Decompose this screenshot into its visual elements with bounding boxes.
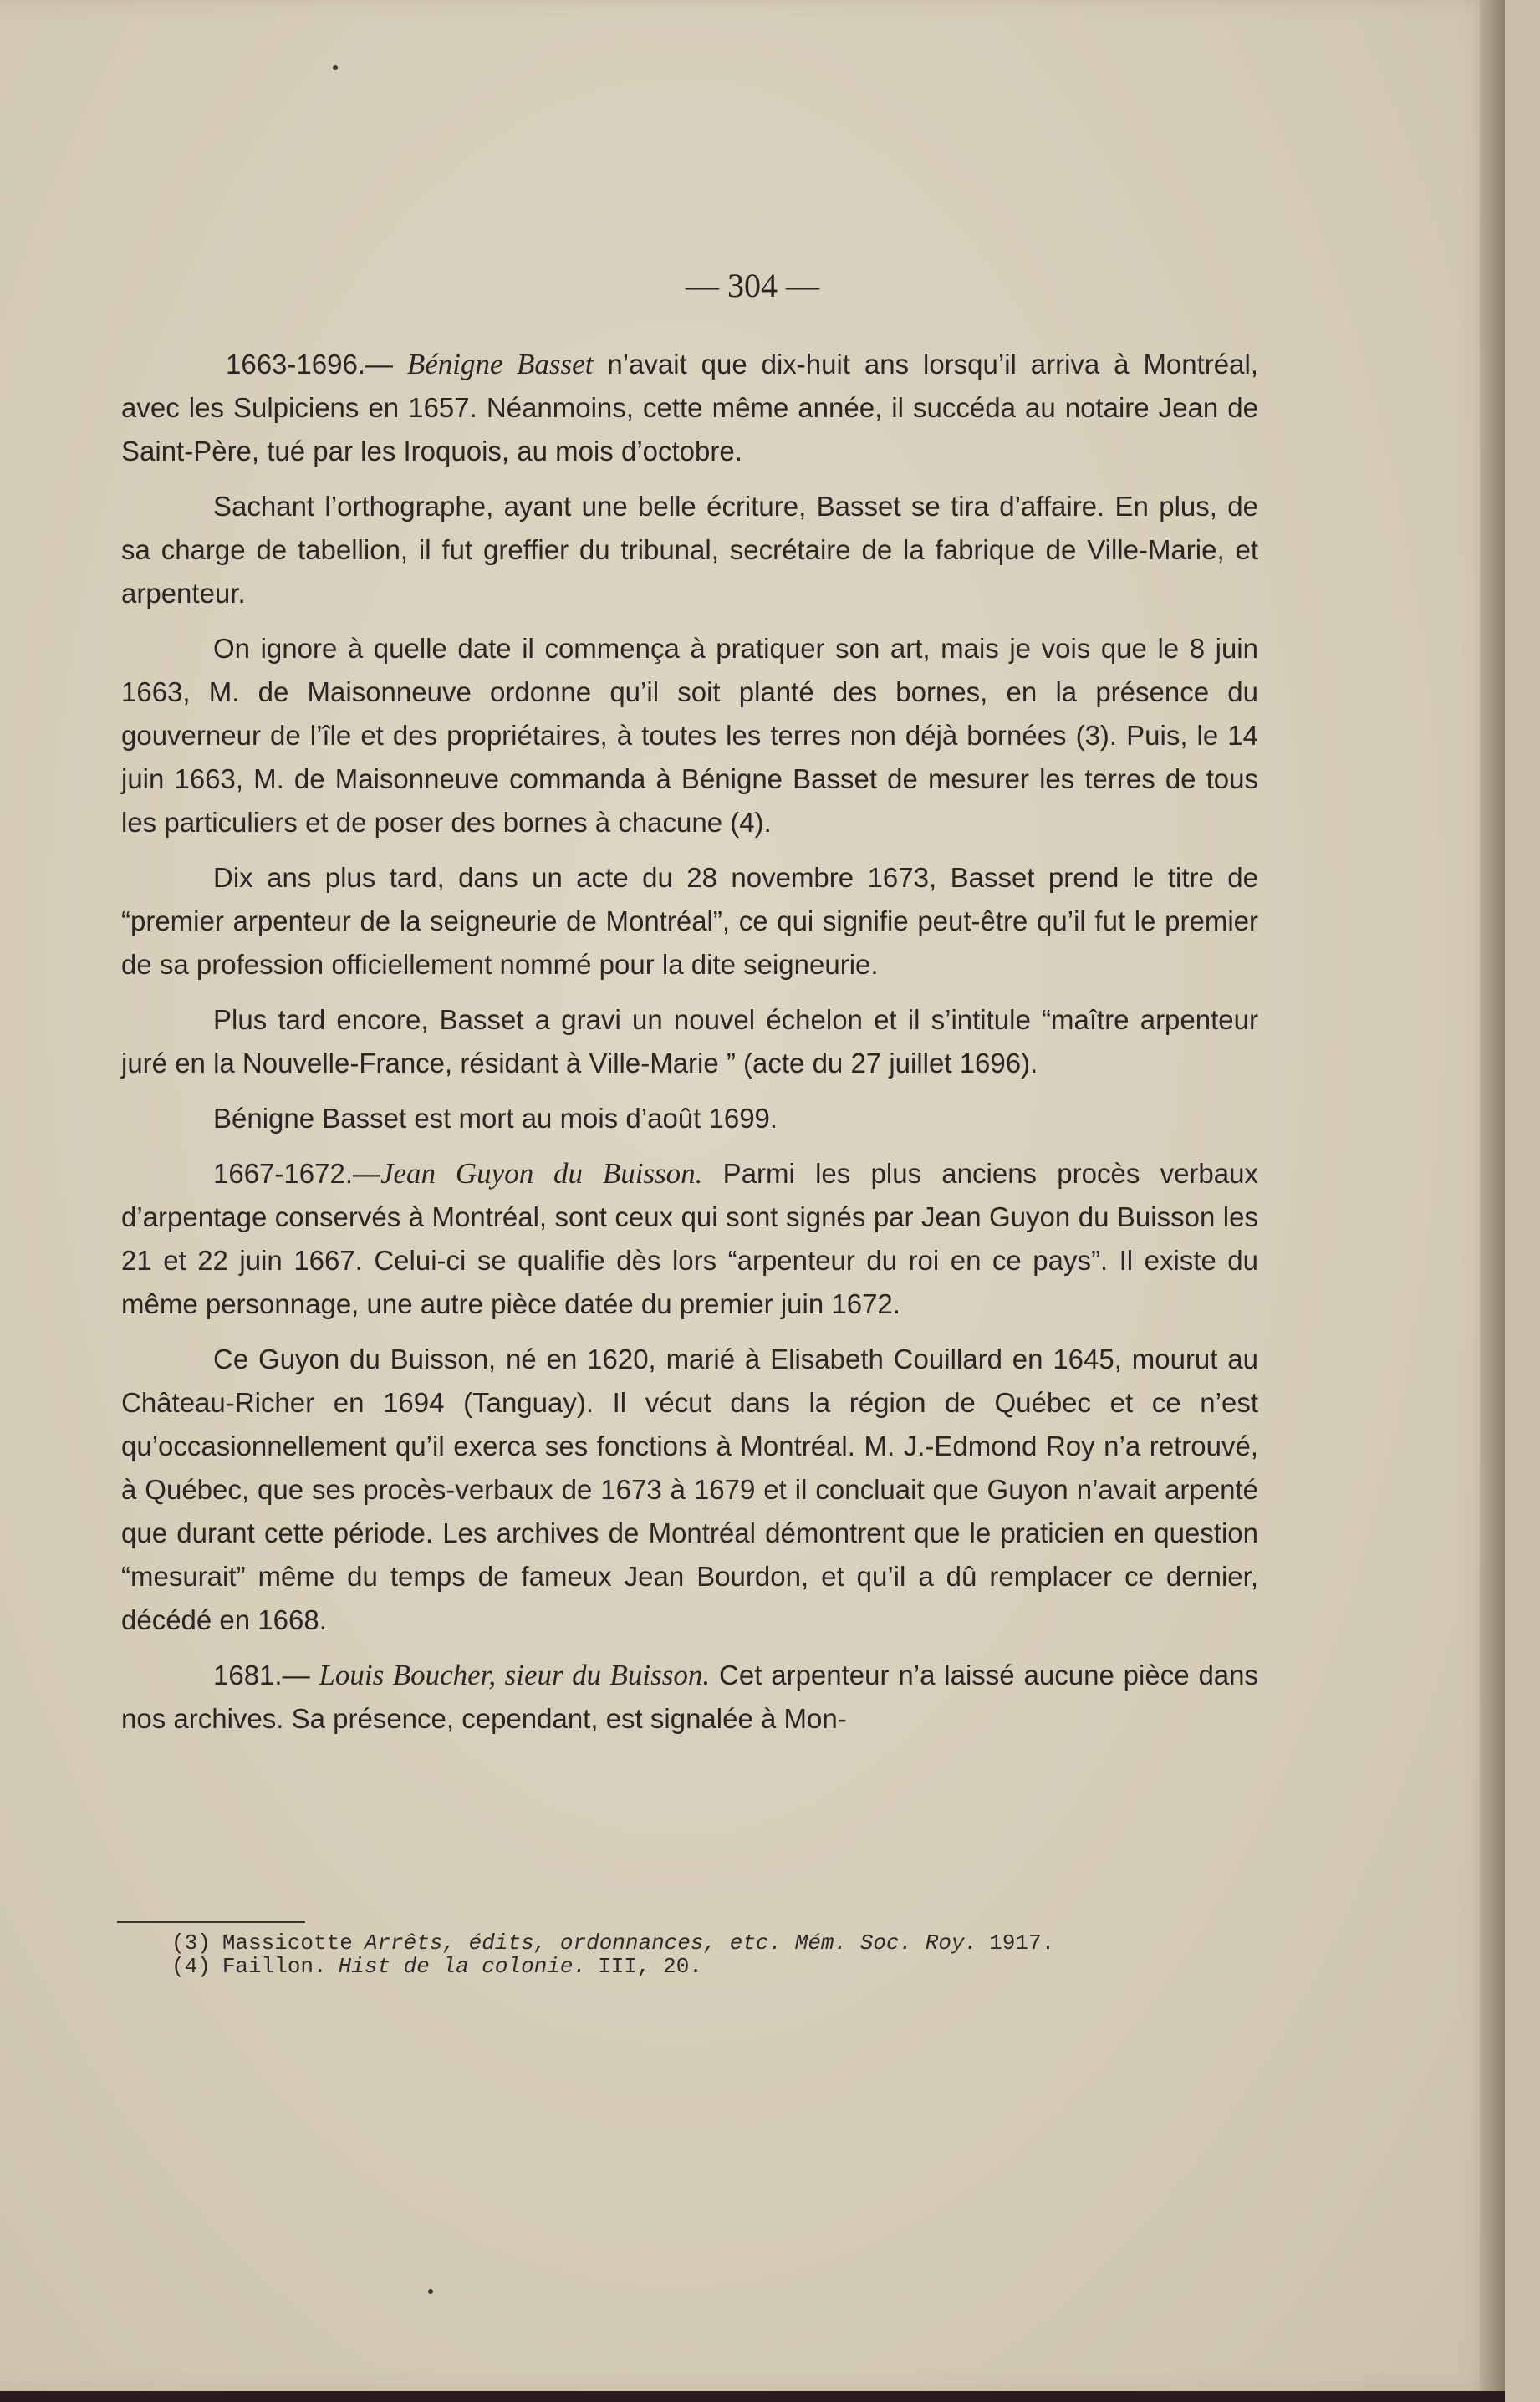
footnote-author: Faillon. bbox=[222, 1954, 327, 1979]
paragraph-text: Sachant l’orthographe, ayant une belle écriture, Basset se tira d’affaire. En plus, de sa charge de tabellion, il fut greffier du tribunal, secrétaire de la fabrique de Ville-Marie, et arpenteur. bbox=[121, 491, 1258, 609]
paragraph-text: Dix ans plus tard, dans un acte du 28 novembre 1673, Basset prend le titre de “premier arpenteur de la seigneurie de Montréal”, ce qui signifie peut-être qu’il fut le premier de sa profession officiellement nommé pour la dite seigneurie. bbox=[121, 862, 1258, 980]
paragraph-text: Ce Guyon du Buisson, né en 1620, marié à Elisabeth Couillard en 1645, mourut au Château-Richer en 1694 (Tanguay). Il vécut dans la région de Québec et ce n’est qu’occasionnellement qu’il exerca ses fonctions à Montréal. M. J.-Edmond Roy n’a retrouvé, à Québec, que ses procès-verbaux de 1673 à 1679 et il concluait que Guyon n’avait arpenté que durant cette période. Les archives de Montréal démontrent que le praticien en question “mesurait” même du temps de fameux Jean Bourdon, et qu’il a dû remplacer ce dernier, décédé en 1668. bbox=[121, 1344, 1258, 1635]
body-text bbox=[121, 343, 1258, 1752]
footnote-number: (3) bbox=[171, 1930, 211, 1956]
surveyor-name: Jean Guyon du Buisson. bbox=[380, 1157, 703, 1190]
footnote bbox=[171, 1955, 1175, 1978]
footnote bbox=[171, 1931, 1175, 1955]
footnote-title: Hist de la colonie. bbox=[338, 1954, 587, 1979]
paragraph-text: On ignore à quelle date il commença à pratiquer son art, mais je vois que le 8 juin 1663, M. de Maisonneuve ordonne qu’il soit planté des bornes, en la présence du gouverneur de l’île et des propriétaires, à toutes les terres non déjà bornées (3). Puis, le 14 juin 1663, M. de Maisonneuve commanda à Bénigne Basset de mesurer les terres de tous les particuliers et de poser des bornes à chacune (4). bbox=[121, 633, 1258, 838]
page-number: — 304 — bbox=[686, 267, 819, 304]
footnote-number: (4) bbox=[171, 1954, 211, 1979]
paragraph bbox=[121, 485, 1258, 615]
footnote-author: Massicotte bbox=[222, 1930, 353, 1956]
footnote-detail: III, 20. bbox=[598, 1954, 702, 1979]
paragraph bbox=[121, 343, 1258, 473]
entry-dates: 1681.— bbox=[213, 1660, 319, 1691]
next-page-edge bbox=[1505, 0, 1540, 2402]
paragraph bbox=[121, 1338, 1258, 1642]
page-gutter-shadow bbox=[1480, 0, 1505, 2391]
paragraph-text: Cet arpenteur n’a laissé aucune pièce dans nos archives. Sa présence, cependant, est signalée à Mon- bbox=[121, 1660, 1258, 1734]
paragraph-text: Parmi les plus anciens procès verbaux d’arpentage conservés à Montréal, sont ceux qui sont signés par Jean Guyon du Buisson les 21 et 22 juin 1667. Celui-ci se qualifie dès lors “arpenteur du roi en ce pays”. Il existe du même personnage, une autre pièce datée du premier juin 1672. bbox=[121, 1158, 1258, 1319]
entry-dates: 1667-1672.— bbox=[213, 1158, 380, 1189]
paragraph bbox=[121, 1097, 1258, 1140]
footnotes bbox=[171, 1931, 1175, 1978]
paragraph-text: Bénigne Basset est mort au mois d’août 1699. bbox=[213, 1103, 778, 1134]
paragraph bbox=[121, 1654, 1258, 1741]
surveyor-name: Bénigne Basset bbox=[406, 348, 594, 380]
paragraph-text: Plus tard encore, Basset a gravi un nouvel échelon et il s’intitule “maître arpenteur juré en la Nouvelle-France, résidant à Ville-Marie ” (acte du 27 juillet 1696). bbox=[121, 1004, 1258, 1079]
footnote-detail: 1917. bbox=[989, 1930, 1055, 1956]
paragraph bbox=[121, 1152, 1258, 1326]
footnote-divider bbox=[117, 1921, 305, 1923]
paper-speck bbox=[428, 2289, 433, 2294]
surveyor-name: Louis Boucher, sieur du Buisson. bbox=[319, 1659, 711, 1691]
entry-dates: 1663-1696.— bbox=[226, 349, 407, 380]
paper-speck bbox=[333, 65, 338, 70]
paragraph bbox=[121, 998, 1258, 1085]
paragraph bbox=[121, 627, 1258, 844]
paragraph-text: n’avait que dix-huit ans lorsqu’il arriva à Montréal, avec les Sulpiciens en 1657. Néanmoins, cette même année, il succéda au notaire Jean de Saint-Père, tué par les Iroquois, au mois d’octobre. bbox=[121, 349, 1258, 467]
paragraph bbox=[121, 856, 1258, 987]
footnote-title: Arrêts, édits, ordonnances, etc. Mém. Soc. Roy. bbox=[364, 1930, 978, 1956]
